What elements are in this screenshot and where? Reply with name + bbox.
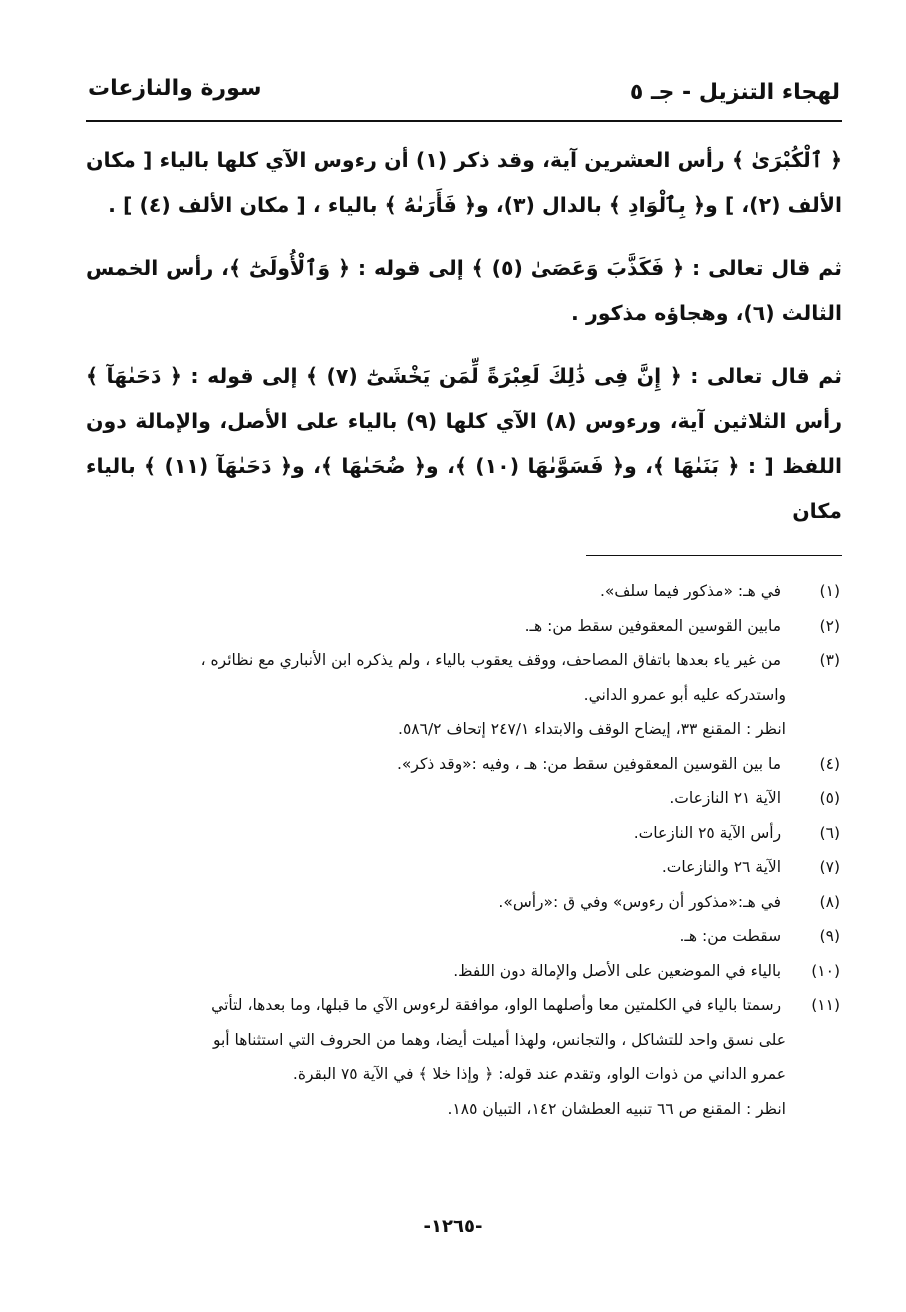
running-head-surah: سورة والنازعات [88,76,262,101]
footnote-number: (٥) [819,789,840,807]
footnote-continuation: عمرو الداني من ذوات الواو، وتقدم عند قوله: ﴿ وإذا خلا ﴾ في الآية ٧٥ البقرة. [292,1065,786,1083]
footnote [82,574,840,609]
header-rule [86,120,842,122]
footnote-separator [586,555,842,556]
footnote [82,816,840,851]
paragraph-1: ﴿ ٱلْكُبْرَىٰ ﴾ رأس العشرين آية، وقد ذكر (١) أن رءوس الآي كلها بالياء [ مكان الألف (٢)، ] و﴿ بِٱلْوَادِ ﴾ بالدال (٣)، و﴿ فَأَرَىٰهُ ﴾ بالياء ، [ مكان الألف (٤) ] . [86,148,842,217]
footnote-number: (٢) [819,616,840,635]
footnote-number: (١) [819,582,840,600]
footnote-text: الآية ٢١ النازعات. [669,789,782,807]
footnote-continuation: على نسق واحد للتشاكل ، والتجانس، ولهذا أميلت أيضا، وهما من الحروف التي استثناها أبو [212,1030,786,1049]
footnote [82,954,840,989]
footnote-text: في هـ:«مذكور أن رءوس» وفي ق :«رأس». [498,892,782,911]
page-number: -١٢٦٥- [423,1216,483,1237]
paragraph-3: ثم قال تعالى : ﴿ إِنَّ فِى ذَٰلِكَ لَعِبْرَةً لِّمَن يَخْشَىٰٓ (٧) ﴾ إلى قوله : ﴿ دَحَىٰهَآ ﴾ رأس الثلاثين آية، ورءوس (٨) الآي كلها (٩) بالياء على الأصل، والإمالة دون اللفظ [ : ﴿ بَنَىٰهَا ﴾، و﴿ فَسَوَّىٰهَا (١٠) ﴾، و﴿ ضُحَىٰهَا ﴾، و﴿ دَحَىٰهَآ (١١) ﴾ بالياء مكان [86,364,843,523]
footnote-text: رأس الآية ٢٥ النازعات. [633,823,782,842]
footnote-text: في هـ: «مذكور فيما سلف». [599,582,782,600]
footnote-continuation: واستدركه عليه أبو عمرو الداني. [583,685,786,704]
footnote-text: بالياء في الموضعين على الأصل والإمالة دون اللفظ. [453,961,782,980]
footnote-continuation: انظر : المقنع ٣٣، إيضاح الوقف والابتداء ٢٤٧/١ إتحاف ٥٨٦/٢. [398,720,786,738]
footnote-number: (٣) [819,651,840,669]
footnote-continuation: انظر : المقنع ص ٦٦ تنبيه العطشان ١٤٢، التبيان ١٨٥. [447,1099,786,1118]
footnote-text: من غير ياء بعدها باتفاق المصاحف، ووقف يعقوب بالياء ، ولم يذكره ابن الأنباري مع نظائره ، [200,651,782,669]
footnote-text: مابين القوسين المعقوفين سقط من: هـ. [524,616,782,635]
paragraph-2: ثم قال تعالى : ﴿ فَكَذَّبَ وَعَصَىٰ (٥) ﴾ إلى قوله : ﴿ وَٱلْأُولَىٰٓ ﴾، رأس الخمس الثالث (٦)، وهجاؤه مذكور . [86,256,842,325]
footnote-number: (١٠) [811,961,840,980]
footnote [82,885,840,920]
main-text [86,138,842,552]
footnote-number: (١١) [811,996,840,1014]
footnote [82,781,840,816]
footnotes [82,574,840,1126]
footnote-number: (٩) [819,927,840,945]
footnote-text: رسمتا بالياء في الكلمتين معا وأصلهما الواو، موافقة لرءوس الآي ما قبلها، وما بعدها، لتأتي [211,996,782,1014]
footnote-number: (٧) [819,858,840,876]
footnote [82,643,840,747]
footnote [82,747,840,782]
running-head-book-title: لهجاء التنزيل - جـ ٥ [629,80,840,105]
footnote [82,988,840,1126]
footnote-number: (٦) [819,823,840,842]
footnote [82,919,840,954]
footnote [82,850,840,885]
footnote-text: الآية ٢٦ والنازعات. [661,858,782,876]
footnote-number: (٨) [819,892,840,911]
footnote-text: سقطت من: هـ. [679,927,782,945]
footnote-text: ما بين القوسين المعقوفين سقط من: هـ ، وفيه :«وقد ذكر». [396,754,782,773]
footnote [82,609,840,644]
footnote-number: (٤) [819,754,840,773]
